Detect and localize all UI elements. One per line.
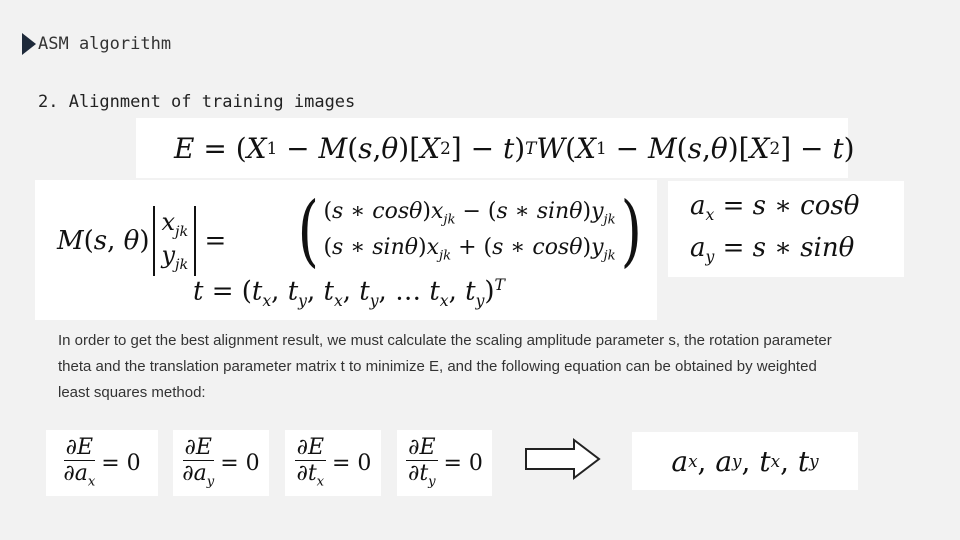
transform-rhs: ( (s ∗ $\cos\theta)x_{jk} - (s$ ∗ $\sin\theta)y_{jk}$ (s ∗ $\sin\theta)x_{jk} + (s$ ∗ $\cos\theta)y_{jk}$ ) xyxy=(297,186,642,276)
unknowns-box: a x , a y , t x , t y xyxy=(632,432,858,490)
transform-equation xyxy=(35,180,657,320)
partial-ax-equation: $\frac{\partial E}{\partial a_x}$ = 0 xyxy=(46,430,158,496)
ax-definition: $a_x = s$ ∗ cosθ xyxy=(690,191,860,225)
a-definitions xyxy=(668,181,904,277)
partial-ty-equation: $\frac{\partial E}{\partial t_y}$ = 0 xyxy=(397,430,492,496)
title-marker-icon xyxy=(22,33,36,55)
body-paragraph: In order to get the best alignment result, we must calculate the scaling amplitude parameter s, the rotation parameter theta and the translation parameter matrix t to minimize E, and the following equation can be obtained by weighted least squares method: xyxy=(58,332,832,401)
partial-tx-equation: $\frac{\partial E}{\partial t_x}$ = 0 xyxy=(285,430,381,496)
arrow-right-icon xyxy=(524,437,602,481)
energy-equation: E = ( X 1 − M ( s , θ )[ X 2 ] − t ) T W ( X 1 − M ( s , θ )[ X 2 ] − t ) xyxy=(136,118,848,178)
translation-equation: $t = (t_x$, $t_y$, $t_x$, $t_y$, … $t_x$, $t_y)^T$ xyxy=(193,276,505,310)
slide-title: ASM algorithm xyxy=(38,34,172,54)
partial-ay-equation: $\frac{\partial E}{\partial a_y}$ = 0 xyxy=(173,430,269,496)
ay-definition: $a_y = s$ ∗ sinθ xyxy=(690,233,855,267)
transform-lhs: M ( s , θ ) $x_{jk}$ $y_{jk}$ = xyxy=(57,206,226,276)
section-heading: 2. Alignment of training images xyxy=(38,92,356,112)
